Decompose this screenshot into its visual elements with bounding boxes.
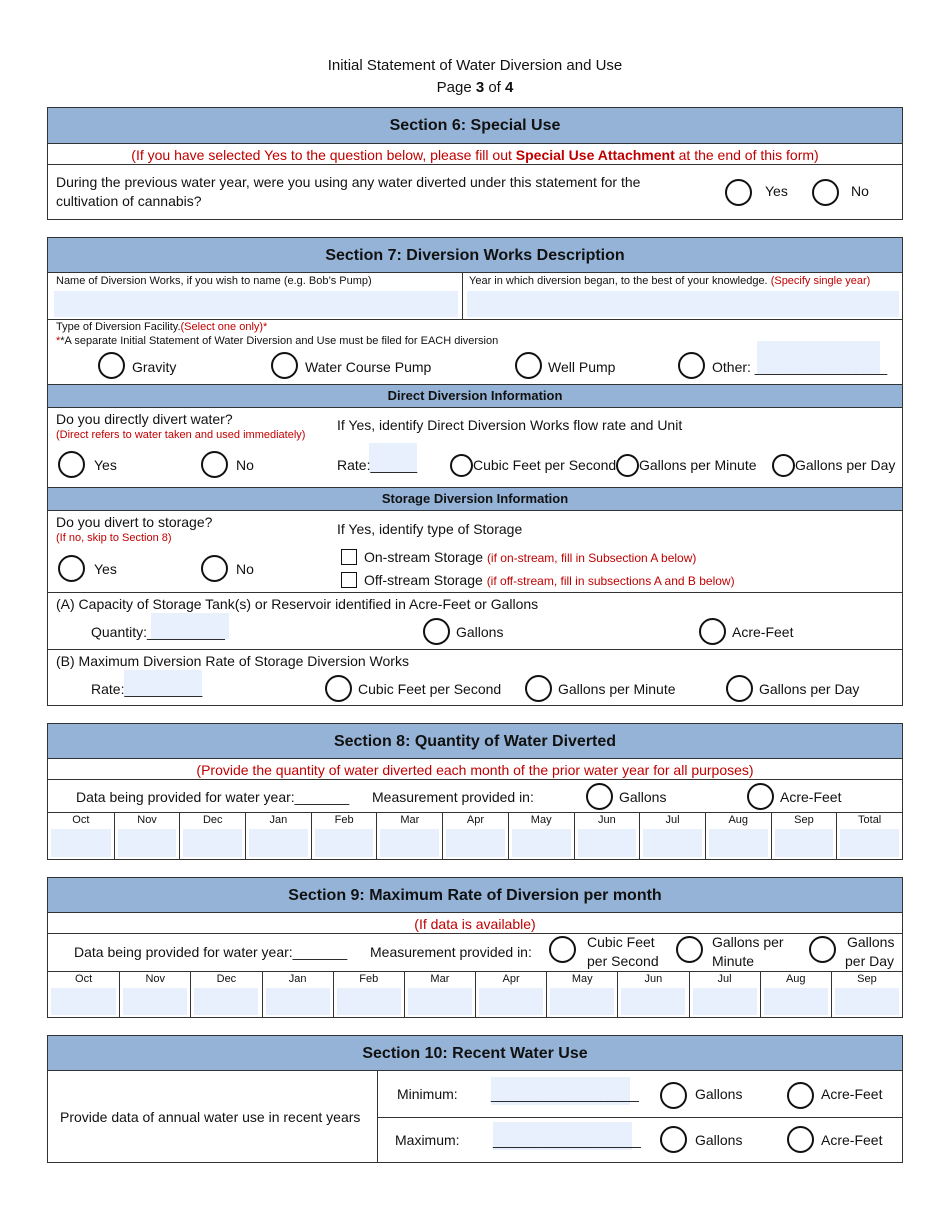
section-10 <box>47 1035 903 1163</box>
year-began-input[interactable] <box>467 291 899 317</box>
s8-month-input[interactable] <box>51 829 111 857</box>
direct-yes-label: Yes <box>94 457 117 473</box>
s8-month-input[interactable] <box>315 829 374 857</box>
storage-gpm-radio[interactable] <box>525 675 552 702</box>
cannabis-yes-label: Yes <box>765 183 788 199</box>
s9-month-label: Mar <box>430 973 450 985</box>
s9-month-label: Nov <box>145 973 166 985</box>
s9-month-input[interactable] <box>621 988 685 1015</box>
s9-month-input[interactable] <box>51 988 116 1015</box>
s8-cell-total <box>836 813 902 860</box>
s8-month-label: Jan <box>269 814 288 826</box>
s9-month-input[interactable] <box>550 988 614 1015</box>
section-8-title: Section 8: Quantity of Water Diverted <box>48 724 902 759</box>
s8-month-label: May <box>530 814 552 826</box>
s8-month-input[interactable] <box>709 829 768 857</box>
s8-month-input[interactable] <box>512 829 571 857</box>
maximum-gallons-radio[interactable] <box>660 1126 687 1153</box>
direct-cfs-radio[interactable] <box>450 454 473 477</box>
minimum-gallons-radio[interactable] <box>660 1082 687 1109</box>
s9-month-label: Apr <box>502 973 520 985</box>
diversion-name-input[interactable] <box>54 291 458 317</box>
s9-month-input[interactable] <box>337 988 401 1015</box>
s8-cell-mar <box>376 813 442 860</box>
direct-divert-question: Do you directly divert water? <box>56 411 233 427</box>
s9-month-label: Jul <box>717 973 732 985</box>
page-indicator: Page 3 of 4 <box>436 79 514 96</box>
storage-cfs-radio[interactable] <box>325 675 352 702</box>
annual-use-label: Provide data of annual water use in recent years <box>60 1109 361 1125</box>
well-pump-label: Well Pump <box>548 359 616 375</box>
s9-water-year-label: Data being provided for water year:_______ <box>74 944 348 960</box>
maximum-acrefeet-radio[interactable] <box>787 1126 814 1153</box>
form-title: Initial Statement of Water Diversion and Use <box>327 57 623 74</box>
s9-month-label: May <box>571 973 593 985</box>
cannabis-question-line2: cultivation of cannabis? <box>56 193 202 209</box>
s9-gpm-label-line2: Minute <box>712 953 755 969</box>
storage-yes-label: Yes <box>94 561 117 577</box>
storage-gpd-radio[interactable] <box>726 675 753 702</box>
storage-type-label: If Yes, identify type of Storage <box>337 521 523 537</box>
s9-month-input[interactable] <box>835 988 899 1015</box>
section-9-note: (If data is available) <box>414 916 536 932</box>
minimum-label: Minimum: <box>397 1086 458 1102</box>
facility-type-label: Type of Diversion Facility.(Select one only)* <box>56 321 268 333</box>
s9-cell-oct <box>48 972 119 1018</box>
separate-statement-note: **A separate Initial Statement of Water Diversion and Use must be filed for EACH diversion <box>56 335 499 347</box>
storage-gpd-label: Gallons per Day <box>759 681 860 697</box>
maximum-blank: ___________________ <box>493 1132 641 1148</box>
direct-yes-radio[interactable] <box>58 451 85 478</box>
s8-month-label: Mar <box>400 814 420 826</box>
s8-month-input[interactable] <box>183 829 242 857</box>
s9-month-label: Aug <box>785 973 806 985</box>
s8-month-input[interactable] <box>380 829 439 857</box>
s8-month-label: Total <box>858 814 882 826</box>
s8-gallons-radio[interactable] <box>586 783 613 810</box>
s8-month-input[interactable] <box>578 829 637 857</box>
other-label: Other: _________________ <box>712 359 888 375</box>
quantity-label: Quantity:__________ <box>91 624 225 640</box>
s8-month-label: Aug <box>728 814 749 826</box>
s9-month-label: Jun <box>644 973 663 985</box>
s9-month-grid <box>48 972 902 1018</box>
s9-cell-jul <box>689 972 760 1018</box>
s9-month-input[interactable] <box>194 988 258 1015</box>
s9-cell-apr <box>475 972 546 1018</box>
minimum-acrefeet-radio[interactable] <box>787 1082 814 1109</box>
direct-rate-label: Rate:______ <box>337 457 418 473</box>
s8-acrefeet-radio[interactable] <box>747 783 774 810</box>
cannabis-question-line1: During the previous water year, were you using any water diverted under this statement for the <box>56 174 641 190</box>
s8-cell-feb <box>311 813 377 860</box>
s8-month-label: Nov <box>137 814 157 826</box>
section-10-title: Section 10: Recent Water Use <box>48 1036 902 1071</box>
section-9 <box>47 877 903 1018</box>
s9-gpm-label-line1: Gallons per <box>712 934 784 950</box>
s9-gpm-radio[interactable] <box>676 936 703 963</box>
section-6-title: Section 6: Special Use <box>48 108 902 144</box>
direct-gpm-label: Gallons per Minute <box>639 457 757 473</box>
storage-cfs-label: Cubic Feet per Second <box>358 681 502 697</box>
s9-gpd-radio[interactable] <box>809 936 836 963</box>
gravity-label: Gravity <box>132 359 177 375</box>
s8-cell-sep <box>771 813 837 860</box>
s9-gpd-label-line2: per Day <box>845 953 895 969</box>
s8-month-input[interactable] <box>446 829 505 857</box>
direct-flow-rate-label: If Yes, identify Direct Diversion Works flow rate and Unit <box>337 417 683 433</box>
s9-cell-jun <box>617 972 688 1018</box>
max-rate-label: (B) Maximum Diversion Rate of Storage Diversion Works <box>56 653 409 669</box>
s9-cell-mar <box>404 972 475 1018</box>
water-course-pump-label: Water Course Pump <box>305 359 432 375</box>
s8-acrefeet-label: Acre-Feet <box>780 789 842 805</box>
s9-month-label: Dec <box>216 973 237 985</box>
storage-divert-question: Do you divert to storage? <box>56 514 213 530</box>
s8-month-label: Feb <box>334 814 354 826</box>
s8-cell-oct <box>48 813 114 860</box>
s8-month-input[interactable] <box>643 829 702 857</box>
storage-divert-note: (If no, skip to Section 8) <box>56 532 172 544</box>
gravity-radio[interactable] <box>98 352 125 379</box>
s8-cell-may <box>508 813 574 860</box>
direct-diversion-title: Direct Diversion Information <box>48 384 902 408</box>
storage-no-radio[interactable] <box>201 555 228 582</box>
capacity-label: (A) Capacity of Storage Tank(s) or Reservoir identified in Acre-Feet or Gallons <box>56 596 539 612</box>
s9-cell-sep <box>831 972 902 1018</box>
s8-cell-aug <box>705 813 771 860</box>
storage-yes-radio[interactable] <box>58 555 85 582</box>
s9-gpd-label-line1: Gallons <box>847 934 895 950</box>
capacity-acrefeet-radio[interactable] <box>699 618 726 645</box>
s9-cell-aug <box>760 972 831 1018</box>
well-pump-radio[interactable] <box>515 352 542 379</box>
storage-gpm-label: Gallons per Minute <box>558 681 676 697</box>
section-7-title: Section 7: Diversion Works Description <box>48 238 902 273</box>
s9-measurement-label: Measurement provided in: <box>370 944 532 960</box>
direct-no-radio[interactable] <box>201 451 228 478</box>
s9-month-label: Sep <box>857 973 877 985</box>
s8-cell-dec <box>179 813 245 860</box>
s8-gallons-label: Gallons <box>619 789 667 805</box>
s9-month-input[interactable] <box>408 988 472 1015</box>
direct-gpd-radio[interactable] <box>772 454 795 477</box>
maximum-gallons-label: Gallons <box>695 1132 743 1148</box>
s8-month-label: Apr <box>466 814 485 826</box>
capacity-acrefeet-label: Acre-Feet <box>732 624 794 640</box>
onstream-label: On-stream Storage (if on-stream, fill in Subsection A below) <box>364 549 697 565</box>
other-radio[interactable] <box>678 352 705 379</box>
minimum-gallons-label: Gallons <box>695 1086 743 1102</box>
offstream-label: Off-stream Storage (if off-stream, fill in subsections A and B below) <box>364 572 735 588</box>
section-6-note: (If you have selected Yes to the question below, please fill out Special Use Attachment at the end of this form) <box>131 147 819 163</box>
s8-month-input[interactable] <box>840 829 899 857</box>
s9-cfs-label-line1: Cubic Feet <box>587 934 655 950</box>
s8-month-input[interactable] <box>775 829 834 857</box>
s8-cell-jul <box>639 813 705 860</box>
s8-month-input[interactable] <box>118 829 177 857</box>
s9-cfs-label-line2: per Second <box>587 953 659 969</box>
cannabis-no-label: No <box>851 183 869 199</box>
maximum-label: Maximum: <box>395 1132 460 1148</box>
minimum-acrefeet-label: Acre-Feet <box>821 1086 883 1102</box>
s8-measurement-label: Measurement provided in: <box>372 789 534 805</box>
section-8-note: (Provide the quantity of water diverted each month of the prior water year for all purposes) <box>196 762 754 778</box>
diversion-name-label: Name of Diversion Works, if you wish to name (e.g. Bob’s Pump) <box>56 275 372 287</box>
direct-cfs-label: Cubic Feet per Second <box>473 457 617 473</box>
onstream-checkbox[interactable] <box>341 549 357 565</box>
s8-month-label: Sep <box>794 814 814 826</box>
section-9-title: Section 9: Maximum Rate of Diversion per month <box>48 878 902 913</box>
s9-cell-jan <box>262 972 333 1018</box>
s9-month-label: Jan <box>288 973 307 985</box>
direct-gpd-label: Gallons per Day <box>795 457 896 473</box>
s8-cell-apr <box>442 813 508 860</box>
minimum-blank: ___________________ <box>491 1086 639 1102</box>
year-began-label: Year in which diversion began, to the best of your knowledge. (Specify single year) <box>469 275 871 287</box>
s8-cell-nov <box>114 813 180 860</box>
s8-water-year-label: Data being provided for water year:_______ <box>76 789 350 805</box>
s8-cell-jan <box>245 813 311 860</box>
cannabis-yes-radio[interactable] <box>725 179 752 206</box>
cannabis-no-radio[interactable] <box>812 179 839 206</box>
s9-month-label: Oct <box>75 973 93 985</box>
s8-month-label: Oct <box>72 814 90 826</box>
section-8 <box>47 723 903 860</box>
direct-no-label: No <box>236 457 254 473</box>
s9-month-input[interactable] <box>266 988 330 1015</box>
s9-month-label: Feb <box>359 973 379 985</box>
s8-cell-jun <box>574 813 640 860</box>
section-6 <box>47 107 903 220</box>
storage-diversion-title: Storage Diversion Information <box>48 487 902 511</box>
offstream-checkbox[interactable] <box>341 572 357 588</box>
water-course-pump-radio[interactable] <box>271 352 298 379</box>
s9-month-input[interactable] <box>693 988 757 1015</box>
section-7 <box>47 237 903 706</box>
capacity-gallons-label: Gallons <box>456 624 504 640</box>
capacity-gallons-radio[interactable] <box>423 618 450 645</box>
s9-cell-nov <box>119 972 190 1018</box>
s9-cell-may <box>546 972 617 1018</box>
direct-divert-note: (Direct refers to water taken and used immediately) <box>56 429 306 441</box>
s9-month-input[interactable] <box>479 988 543 1015</box>
s8-month-grid <box>48 813 902 860</box>
s9-cell-feb <box>333 972 404 1018</box>
s9-month-input[interactable] <box>123 988 187 1015</box>
s8-month-label: Jul <box>665 814 680 826</box>
storage-no-label: No <box>236 561 254 577</box>
s9-cfs-radio[interactable] <box>549 936 576 963</box>
s9-cell-dec <box>190 972 261 1018</box>
s9-month-input[interactable] <box>764 988 828 1015</box>
s8-month-label: Dec <box>202 814 223 826</box>
maximum-acrefeet-label: Acre-Feet <box>821 1132 883 1148</box>
s8-month-label: Jun <box>598 814 616 826</box>
storage-rate-label: Rate:__________ <box>91 681 203 697</box>
s8-month-input[interactable] <box>249 829 308 857</box>
direct-gpm-radio[interactable] <box>616 454 639 477</box>
